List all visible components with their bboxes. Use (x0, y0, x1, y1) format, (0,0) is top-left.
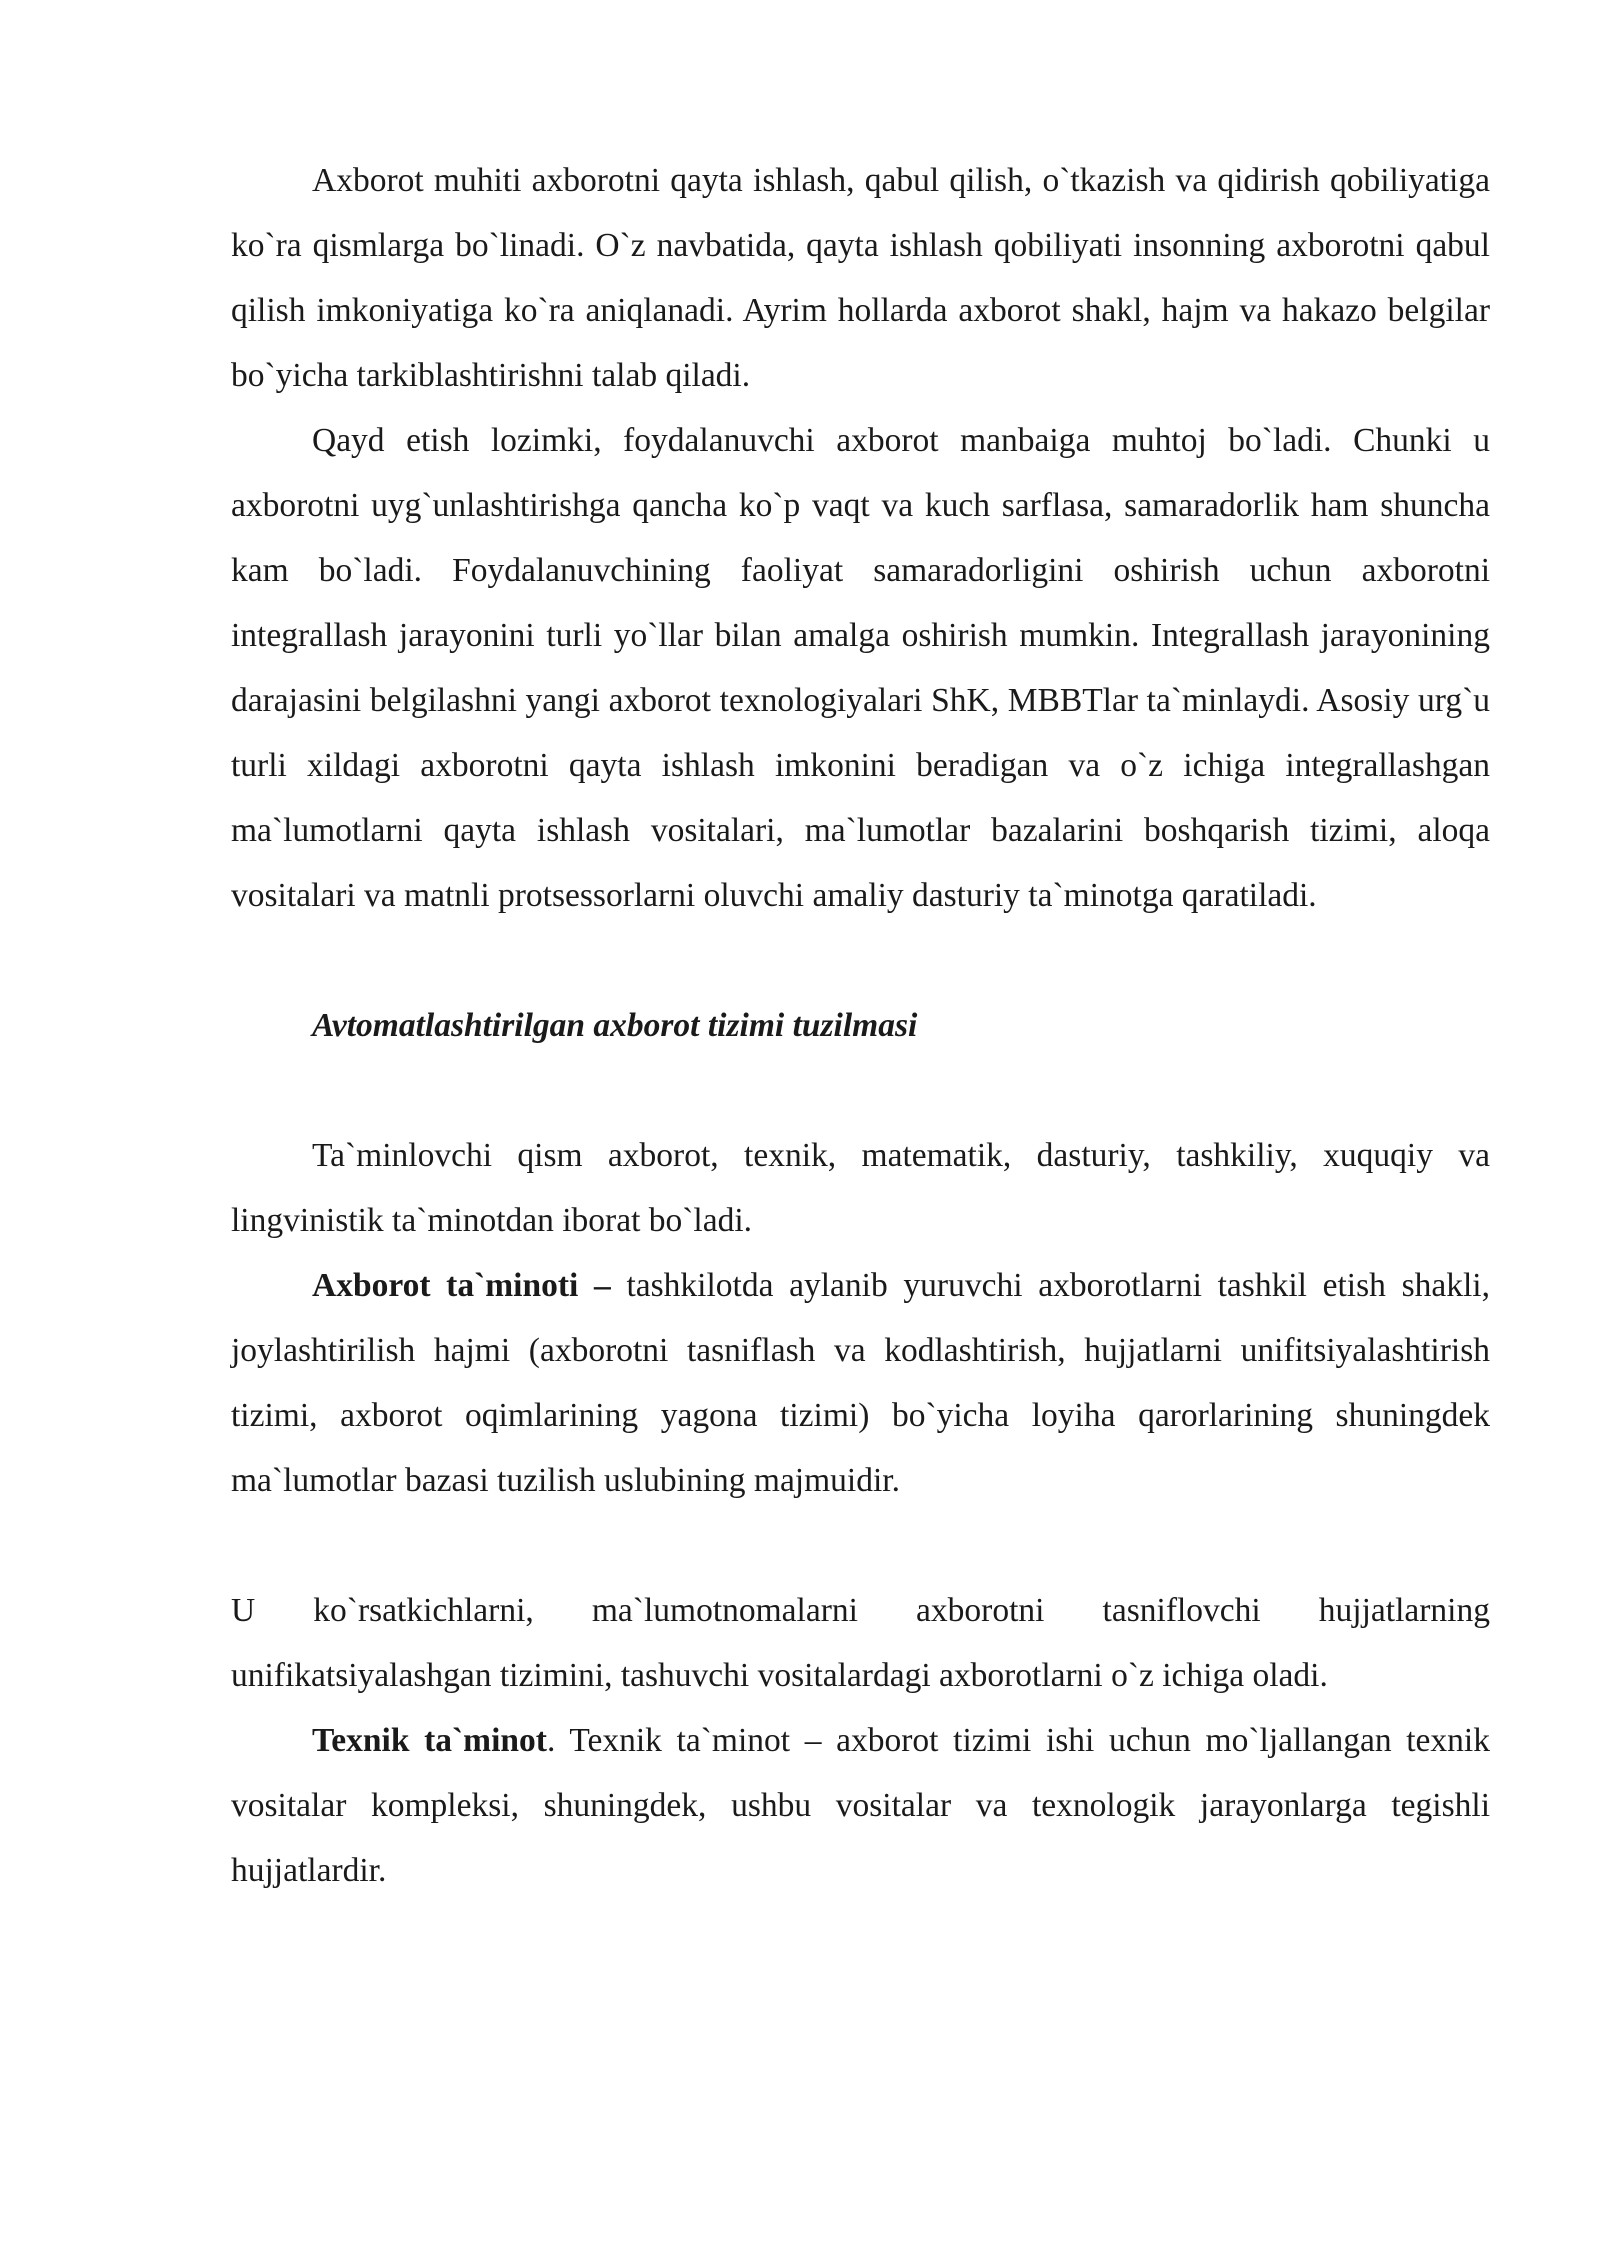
paragraph-technical-support (231, 1708, 1490, 1903)
definition-information-support: tashkilotda aylanib yuruvchi axborotlarni tashkil etish shakli, joylashtirilish hajmi (axborotni tasniflash va kodlashtirish, hujjatlarni unifitsiyalashtirish tizimi, axborot oqimlarining yagona tizimi) bo`yicha loyiha qarorlarining shuningdek ma`lumotlar bazasi tuzilish uslubining majmuidir. (231, 1267, 1490, 1499)
term-technical-support: Texnik ta`minot (312, 1722, 547, 1759)
paragraph-supporting-part: Ta`minlovchi qism axborot, texnik, matematik, dasturiy, tashkiliy, xuquqiy va lingvinistik ta`minotdan iborat bo`ladi. (231, 1137, 1490, 1239)
paragraph-information-support (231, 1253, 1490, 1513)
paragraph-information-environment: Axborot muhiti axborotni qayta ishlash, qabul qilish, o`tkazish va qidirish qobiliyatiga ko`ra qismlarga bo`linadi. O`z navbatida, qayta ishlash qobiliyati insonning axborotni qabul qilish imkoniyatiga ko`ra aniqlanadi. Ayrim hollarda axborot shakl, hajm va hakazo belgilar bo`yicha tarkiblashtirishni talab qiladi. (231, 162, 1490, 394)
document-body (231, 148, 1490, 1903)
paragraph-user-information-source: Qayd etish lozimki, foydalanuvchi axborot manbaiga muhtoj bo`ladi. Chunki u axborotni uyg`unlashtirishga qancha ko`p vaqt va kuch sarflasa, samaradorlik ham shuncha kam bo`ladi. Foydalanuvchining faoliyat samaradorligini oshirish uchun axborotni integrallash jarayonini turli yo`llar bilan amalga oshirish mumkin. Integrallash jarayonining darajasini belgilashni yangi axborot texnologiyalari ShK, MBBTlar ta`minlaydi. Asosiy urg`u turli xildagi axborotni qayta ishlash imkonini beradigan va o`z ichiga integrallashgan ma`lumotlarni qayta ishlash vositalari, ma`lumotlar bazalarini boshqarish tizimi, aloqa vositalari va matnli protsessorlarni oluvchi amaliy dasturiy ta`minotga qaratiladi. (231, 422, 1490, 914)
section-heading: Avtomatlashtirilgan axborot tizimi tuzilmasi (312, 1007, 918, 1044)
paragraph-indicators: U ko`rsatkichlarni, ma`lumotnomalarni axborotni tasniflovchi hujjatlarning unifikatsiyalashgan tizimini, tashuvchi vositalardagi axborotlarni o`z ichiga oladi. (231, 1592, 1490, 1694)
term-information-support: Axborot ta`minoti – (312, 1267, 611, 1304)
definition-technical-support: . Texnik ta`minot – axborot tizimi ishi uchun mo`ljallangan texnik vositalar kompleksi, shuningdek, ushbu vositalar va texnologik jarayonlarga tegishli hujjatlardir. (231, 1722, 1490, 1889)
